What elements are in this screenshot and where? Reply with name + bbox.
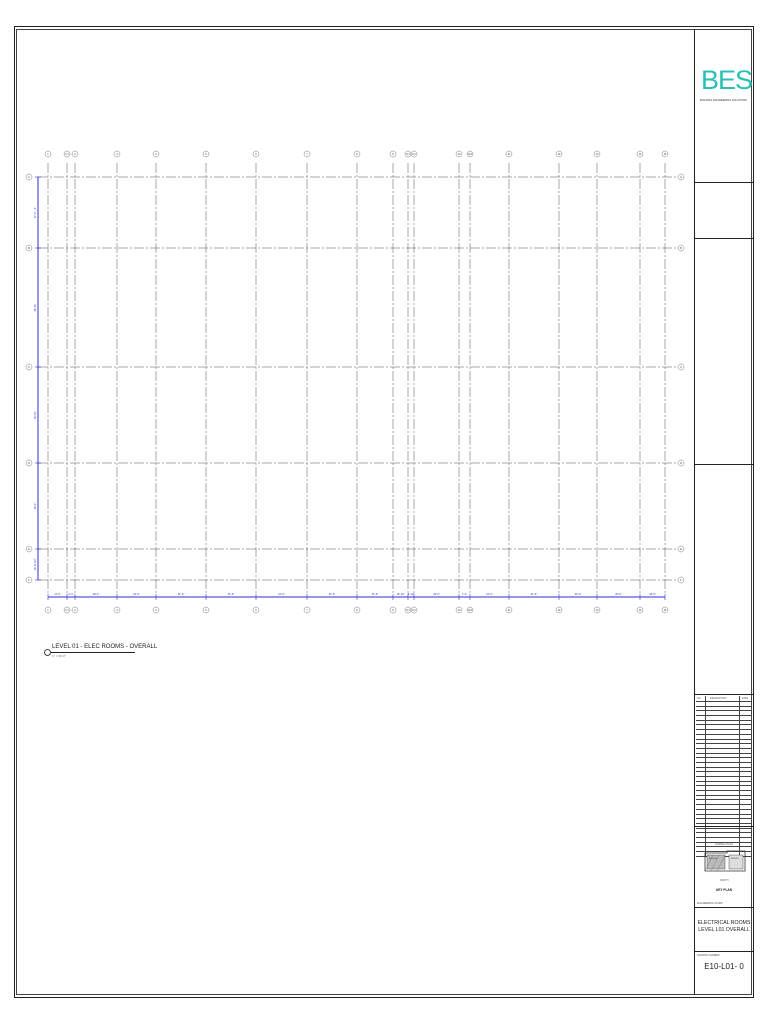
grid-label-bottom: 10 [457, 609, 461, 612]
grid-label-top: 2 [74, 153, 76, 156]
title-block [694, 29, 752, 995]
revision-no-header: NO. [697, 697, 702, 700]
grid-label-bottom: 9.2 [412, 609, 416, 612]
key-plan-area-a: AREA A [709, 858, 717, 860]
grid-label-bottom: 1.1 [65, 609, 69, 612]
grid-label-top: 9.2 [412, 153, 416, 156]
grid-label-bottom: 11 [507, 609, 511, 612]
grid-label-bottom: 6 [255, 609, 257, 612]
grid-label-left: F [28, 579, 30, 582]
vertical-dimension-label: 37'-0" - 4" [34, 206, 37, 219]
drawing-title-bottom-rule [695, 951, 753, 952]
grid-label-bottom: 15 [663, 609, 667, 612]
horizontal-dimension-label: 11'-6" [54, 593, 61, 596]
key-plan-drawing [701, 847, 749, 875]
vertical-dimension-label: 36'-0" [34, 502, 37, 510]
grid-label-top: 12 [557, 153, 561, 156]
grid-label-top: 5 [205, 153, 207, 156]
revision-desc-header: DESCRIPTION [710, 697, 727, 700]
grid-label-top: 13 [595, 153, 599, 156]
key-plan-top-caption: OVERALL PLAN [715, 843, 733, 846]
revision-bottom-rule [695, 826, 753, 827]
horizontal-dimension-label: 7'-0" [461, 593, 468, 596]
grid-label-bottom: 14 [638, 609, 642, 612]
grid-label-left: D [28, 462, 30, 465]
vertical-dimension-label: 10'-11 1/2" [34, 558, 37, 571]
grid-label-top: 10 [457, 153, 461, 156]
grid-label-bottom: 5 [205, 609, 207, 612]
grid-label-bottom: 7 [306, 609, 308, 612]
grid-label-left: B [28, 247, 30, 250]
horizontal-dimension-label: 18'-0" [649, 593, 656, 596]
drawing-title-line1: ELECTRICAL ROOMS [697, 920, 751, 926]
horizontal-dimension-label: 31'-6" [278, 593, 285, 596]
horizontal-dimension-label: 16'-10" [396, 593, 405, 596]
drawing-title-line2: LEVEL L01 OVERALL [698, 927, 750, 933]
key-plan-bottom-label: ENGINEERING STAMP [697, 902, 723, 905]
horizontal-dimension-label: 31'-6" [328, 593, 336, 596]
revision-date-header: DATE [742, 697, 749, 700]
horizontal-dimension-label: 31'-6" [371, 593, 379, 596]
grid-label-right: A [680, 176, 682, 179]
grid-label-top: 8 [356, 153, 358, 156]
horizontal-dimension-label: 6'-10" [407, 593, 415, 596]
sheet-number-label: DRAWING NUMBER [697, 954, 720, 957]
grid-label-bottom: 8 [356, 609, 358, 612]
horizontal-dimension-label: 6'-1" [68, 593, 74, 596]
vertical-dimension-label: 48'-10" [34, 303, 37, 312]
grid-label-top: 9.1 [406, 153, 410, 156]
view-number-bubble [44, 649, 51, 656]
horizontal-dimension-label: 31'-6" [227, 593, 235, 596]
grid-label-bottom: 9 [392, 609, 394, 612]
view-title: LEVEL 01 - ELEC ROOMS - OVERALL [52, 644, 158, 650]
grid-label-bottom: 12 [557, 609, 561, 612]
grid-label-right: E [680, 548, 682, 551]
firm-tagline: BUILDING ENGINEERING SOLUTIONS [700, 99, 747, 102]
horizontal-dimension-label: 31'-6" [177, 593, 185, 596]
notes-cell [695, 465, 753, 695]
horizontal-dimension-label: 24'-6" [486, 593, 493, 596]
horizontal-dimension-label: 26'-0" [574, 593, 582, 596]
grid-label-top: 14 [638, 153, 642, 156]
grid-label-right: F [680, 579, 682, 582]
vertical-dimension-label: 39'-10" [34, 410, 37, 420]
grid-label-top: 10.1 [467, 153, 473, 156]
grid-label-right: C [680, 366, 682, 369]
grid-label-top: 1.1 [65, 153, 69, 156]
grid-label-top: 9 [392, 153, 394, 156]
grid-label-right: B [680, 247, 682, 250]
firm-logo: BES [701, 65, 753, 95]
grid-label-bottom: 10.1 [467, 609, 473, 612]
horizontal-dimension-label: 26'-0" [92, 593, 100, 596]
grid-label-bottom: 4 [155, 609, 157, 612]
grid-label-bottom: 2 [74, 609, 76, 612]
consultant-cell [695, 239, 753, 465]
grid-label-left: C [28, 366, 30, 369]
key-plan-north: NORTH [720, 879, 729, 882]
grid-label-bottom: 1 [47, 609, 49, 612]
revision-table [696, 696, 752, 857]
view-title-underline [51, 652, 135, 653]
grid-label-top: 11 [507, 153, 511, 156]
project-info-cell [695, 183, 753, 239]
horizontal-dimension-label: 26'-0" [615, 593, 622, 596]
grid-label-left: A [28, 176, 30, 179]
horizontal-dimension-label: 24'-0" [133, 593, 140, 596]
horizontal-dimension-label: 31'-6" [530, 593, 538, 596]
view-scale: 1" = 30'-0" [52, 654, 66, 658]
grid-label-top: 1 [47, 153, 49, 156]
keyplan-bottom-rule [695, 907, 753, 908]
grid-label-bottom: 9.1 [406, 609, 410, 612]
sheet-number: E10-L01- 0 [704, 962, 744, 971]
grid-label-left: E [28, 548, 30, 551]
key-plan-area-b: AREA B [731, 858, 739, 860]
grid-label-top: 4 [155, 153, 157, 156]
grid-label-right: D [680, 462, 682, 465]
grid-label-bottom: 13 [595, 609, 599, 612]
grid-label-top: 6 [255, 153, 257, 156]
grid-label-top: 3 [116, 153, 118, 156]
key-plan-caption: KEY PLAN [715, 888, 733, 892]
grid-label-top: 15 [663, 153, 667, 156]
grid-label-bottom: 3 [116, 609, 118, 612]
horizontal-dimension-label: 23'-6" [433, 593, 440, 596]
grid-label-top: 7 [306, 153, 308, 156]
logo-cell [695, 29, 753, 183]
